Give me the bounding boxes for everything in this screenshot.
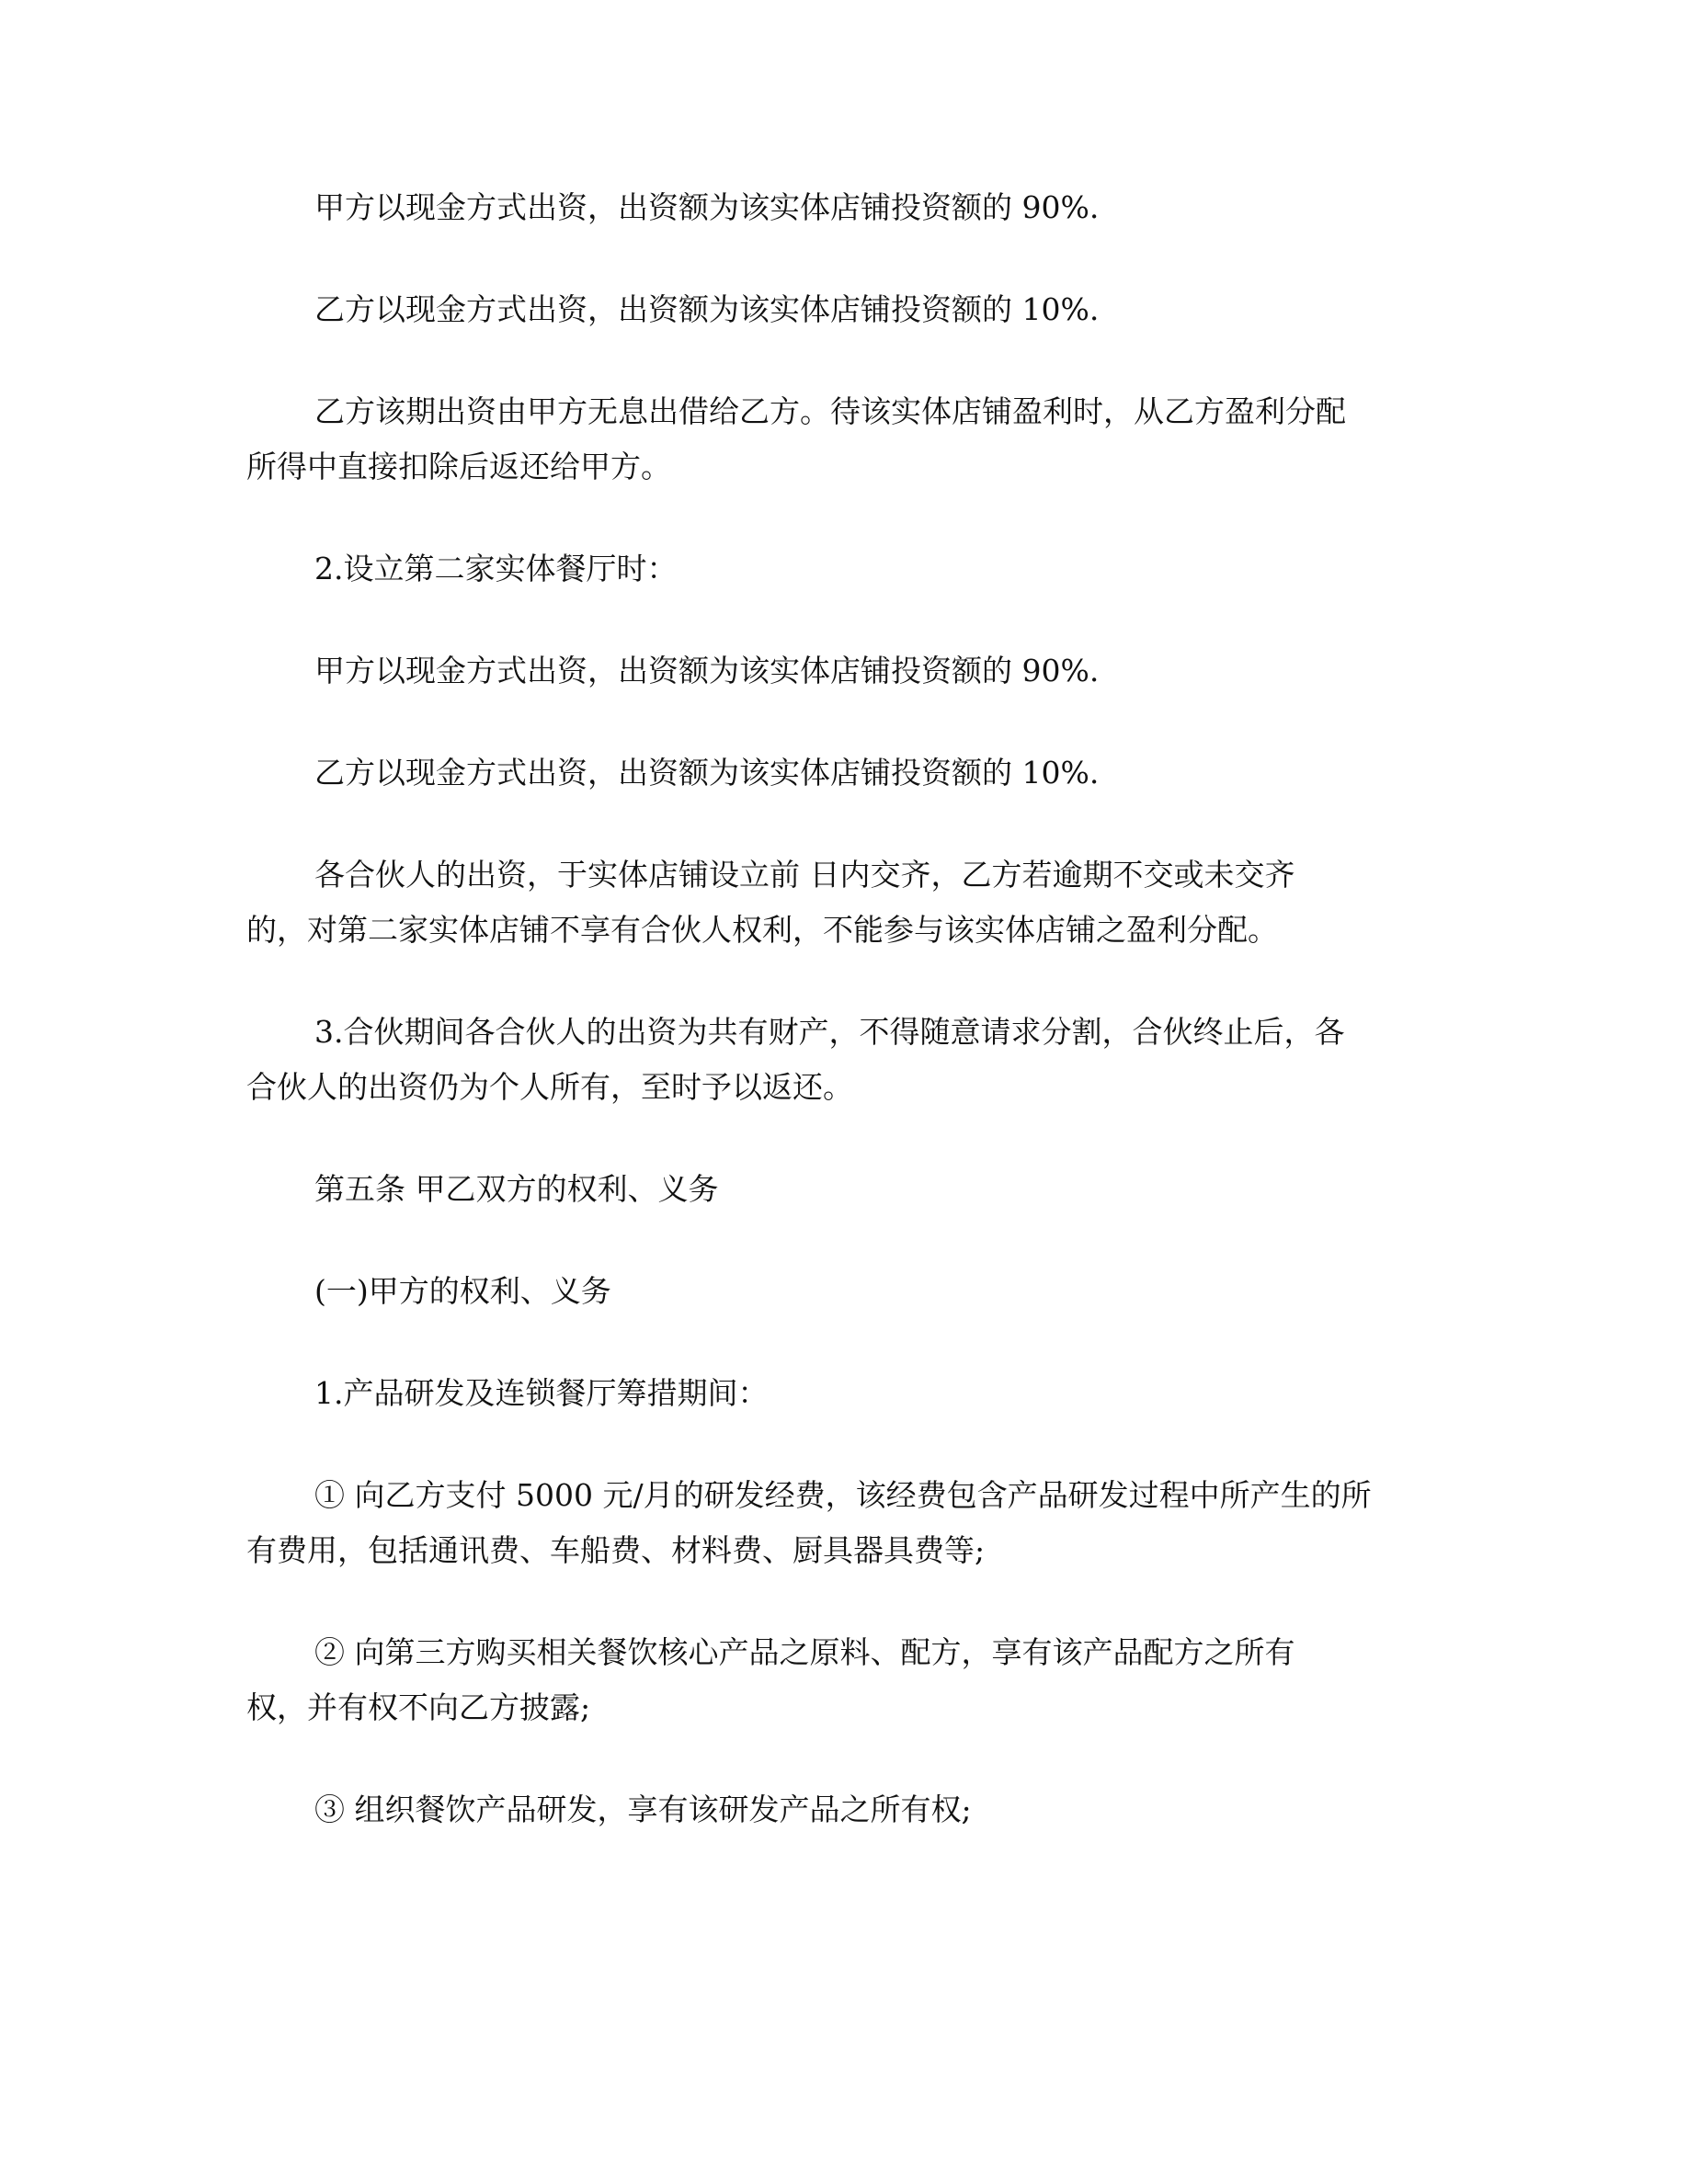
document-body [246,180,1442,1837]
paragraph-line: 3.合伙期间各合伙人的出资为共有财产，不得随意请求分割，合伙终止后，各 [314,1014,1345,1050]
paragraph-line: 权，并有权不向乙方披露; [246,1689,591,1725]
paragraph-line: 合伙人的出资仍为个人所有，至时予以返还。 [246,1069,853,1105]
paragraph-line: 甲方以现金方式出资，出资额为该实体店铺投资额的 90%. [314,653,1100,688]
paragraph-line: 乙方以现金方式出资，出资额为该实体店铺投资额的 10%. [314,291,1100,327]
paragraph-line: 1.产品研发及连锁餐厅筹措期间： [314,1375,769,1411]
paragraph-line: ③ 组织餐饮产品研发，享有该研发产品之所有权; [314,1792,972,1827]
heading-rnd-period [246,1366,1442,1421]
paragraph-party-b-contribution-2 [246,745,1442,801]
paragraph-line: 乙方以现金方式出资，出资额为该实体店铺投资额的 10%. [314,755,1100,791]
paragraph-line: (一)甲方的权利、义务 [314,1273,611,1309]
paragraph-party-a-contribution-1 [246,180,1442,235]
paragraph-line: 第五条 甲乙双方的权利、义务 [314,1171,719,1207]
paragraph-line: 的，对第二家实体店铺不享有合伙人权利，不能参与该实体店铺之盈利分配。 [246,912,1278,948]
paragraph-interest-free-loan [246,384,1442,495]
heading-second-restaurant [246,541,1442,597]
paragraph-line: 所得中直接扣除后返还给甲方。 [246,449,671,484]
list-item-product-rnd [246,1782,1442,1837]
paragraph-line: ① 向乙方支付 5000 元/月的研发经费，该经费包含产品研发过程中所产生的所 [314,1477,1372,1513]
paragraph-line: 乙方该期出资由甲方无息出借给乙方。待该实体店铺盈利时，从乙方盈利分配 [314,393,1346,429]
list-item-recipe-purchase [246,1625,1442,1735]
paragraph-party-b-contribution-1 [246,282,1442,337]
paragraph-joint-property [246,1005,1442,1115]
heading-party-a-rights [246,1264,1442,1319]
heading-article-5 [246,1162,1442,1217]
paragraph-line: 各合伙人的出资，于实体店铺设立前 日内交齐，乙方若逾期不交或未交齐 [314,857,1295,893]
paragraph-party-a-contribution-2 [246,643,1442,699]
list-item-rnd-funding [246,1468,1442,1578]
paragraph-line: 甲方以现金方式出资，出资额为该实体店铺投资额的 90%. [314,189,1100,225]
paragraph-line: 2.设立第二家实体餐厅时： [314,551,678,586]
paragraph-line: 有费用，包括通讯费、车船费、材料费、厨具器具费等; [246,1532,986,1568]
paragraph-contribution-deadline [246,847,1442,958]
paragraph-line: ② 向第三方购买相关餐饮核心产品之原料、配方，享有该产品配方之所有 [314,1634,1295,1670]
